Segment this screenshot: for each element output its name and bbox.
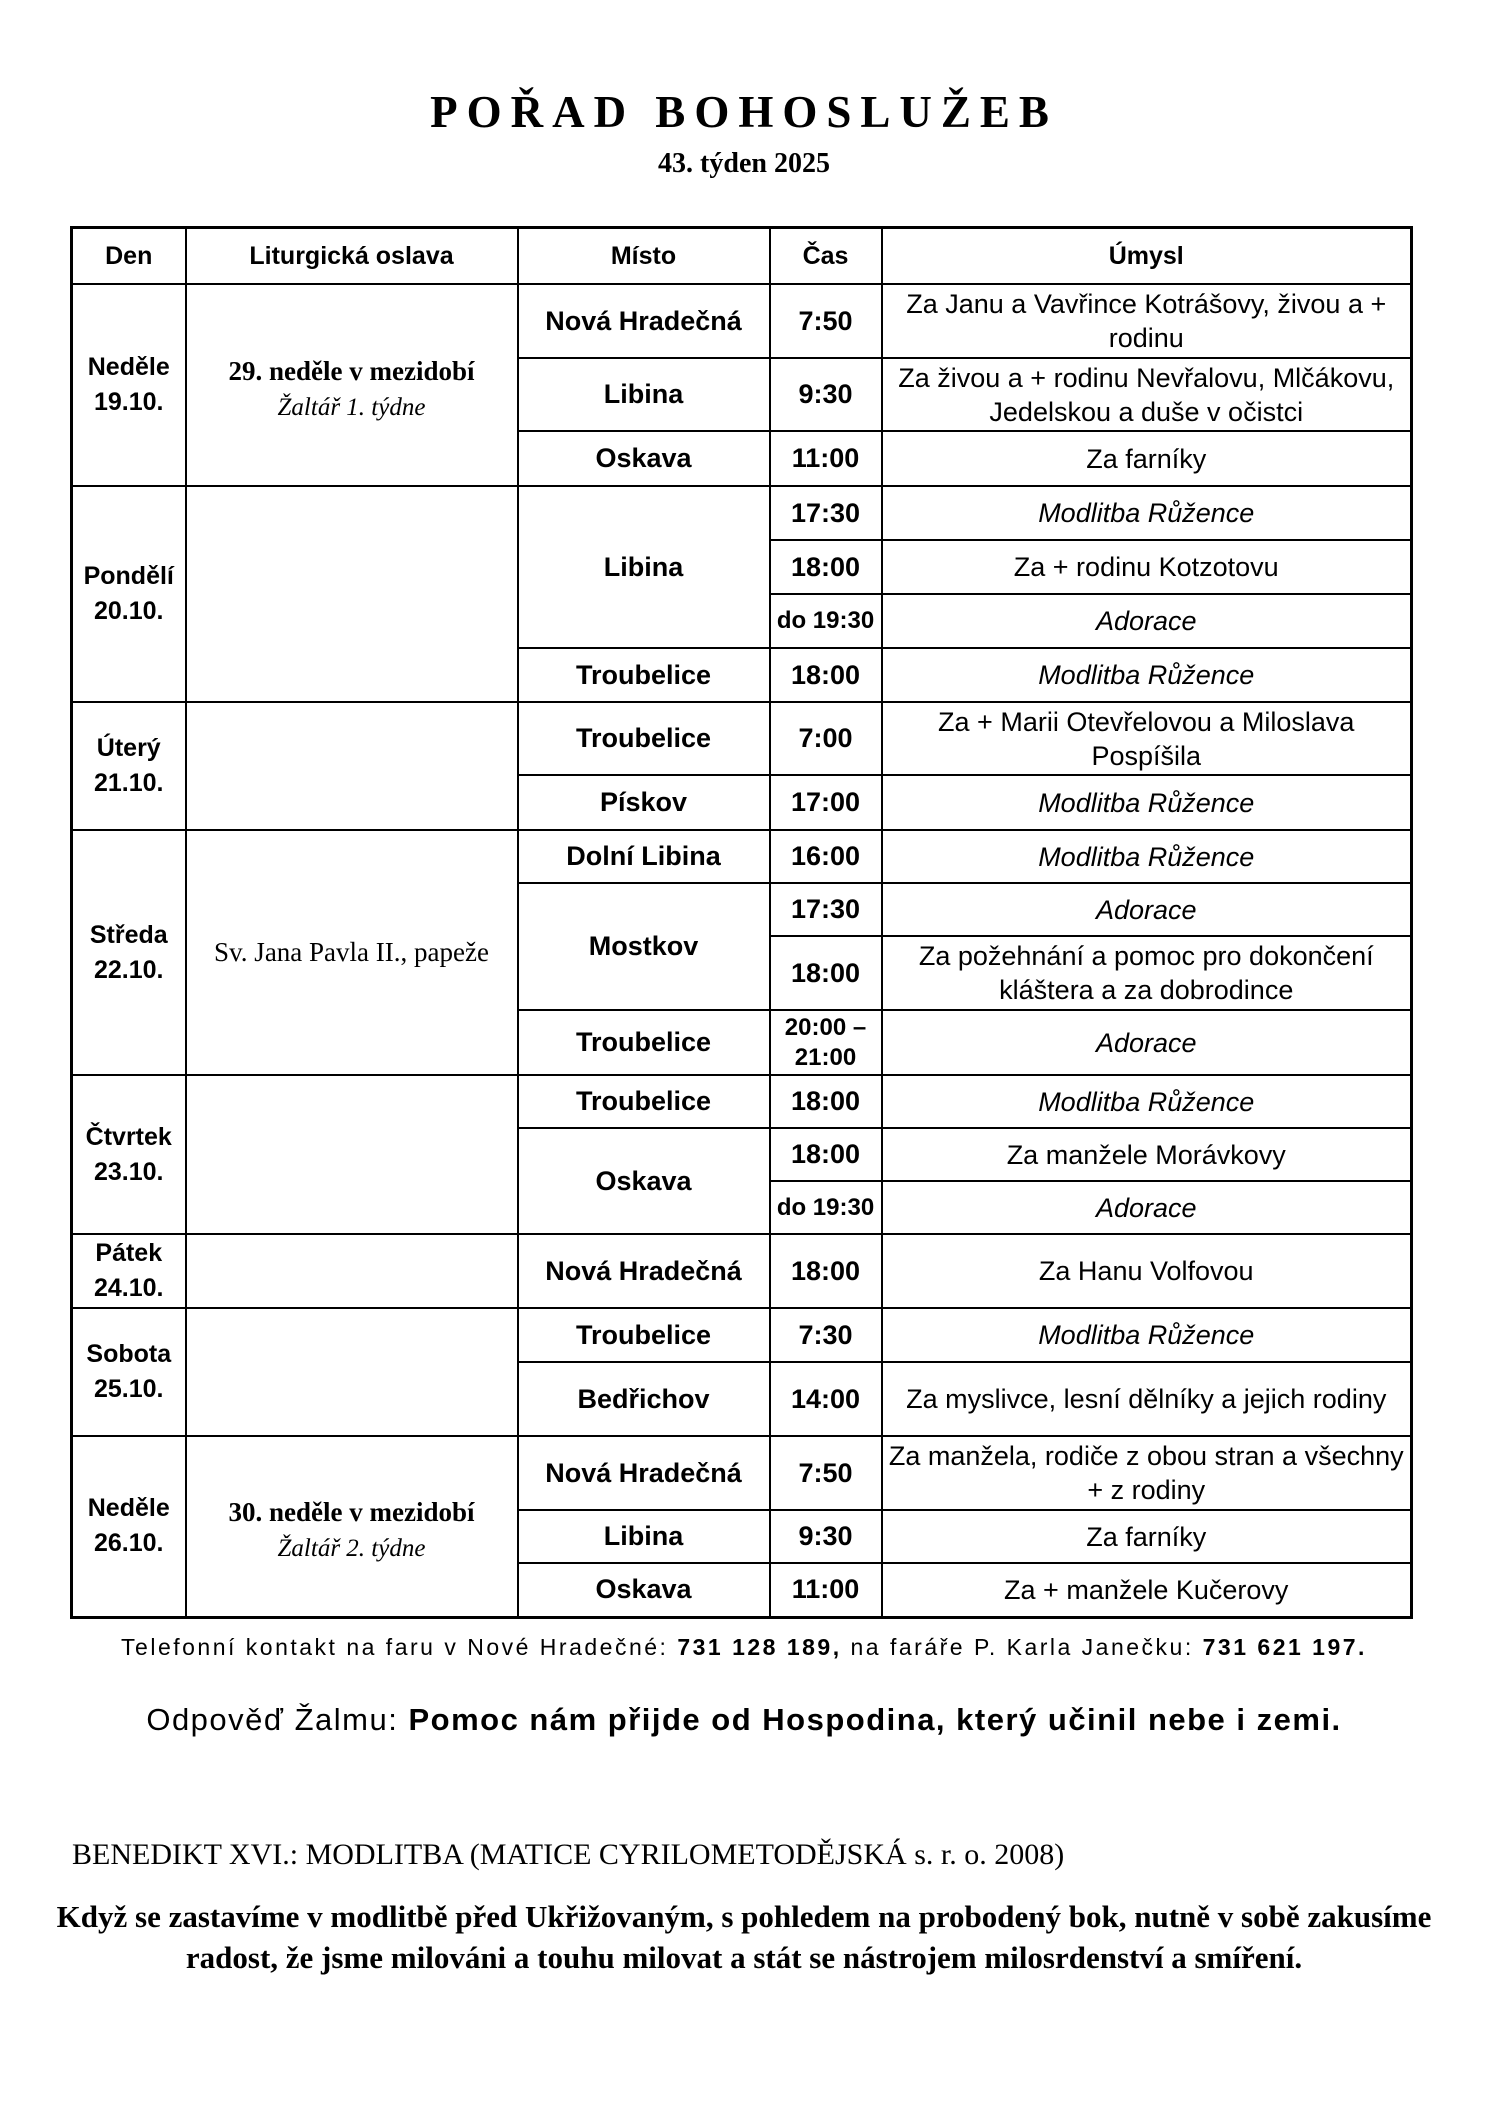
day-cell	[72, 830, 186, 1075]
place-cell: Troubelice	[518, 1308, 770, 1362]
psalm-label: Odpověď Žalmu:	[146, 1702, 399, 1737]
feast-cell	[186, 486, 518, 702]
place-cell: Oskava	[518, 431, 770, 486]
day-date: 22.10.	[93, 955, 164, 984]
feast-cell: Sv. Jana Pavla II., papeže	[186, 830, 518, 1075]
intent-cell: Za myslivce, lesní dělníky a jejich rodiny	[882, 1362, 1412, 1436]
intent-cell: Za živou a + rodinu Nevřalovu, Mlčákovu, Jedelskou a duše v očistci	[882, 358, 1412, 431]
psalm-response	[100, 1700, 1388, 1740]
quote-text: Když se zastavíme v modlitbě před Ukřižovaným, s pohledem na probodený bok, nutně v sobě zakusíme radost, že jsme milováni a touhu milovat a stát se nástrojem milosrdenství a smíření.	[56, 1899, 1432, 1975]
day-cell	[72, 1308, 186, 1436]
day-name: Pátek	[95, 1239, 163, 1267]
place-cell: Troubelice	[518, 1075, 770, 1128]
table-row	[72, 1436, 1412, 1510]
time-cell: do 19:30	[770, 594, 882, 648]
day-name: Neděle	[87, 1494, 170, 1523]
place-cell: Nová Hradečná	[518, 284, 770, 358]
page-title: POŘAD BOHOSLUŽEB	[430, 87, 1058, 137]
day-date: 19.10.	[93, 388, 164, 416]
day-name: Sobota	[86, 1340, 172, 1368]
table-header-row	[72, 228, 1412, 285]
intent-cell: Modlitba Růžence	[882, 830, 1412, 883]
day-date: 26.10.	[93, 1529, 164, 1558]
contact-middle: na faráře P. Karla Janečku:	[850, 1634, 1194, 1660]
place-cell: Troubelice	[518, 702, 770, 775]
intent-cell: Modlitba Růžence	[882, 1308, 1412, 1362]
day-name: Středa	[89, 920, 168, 949]
table-row	[72, 702, 1412, 775]
place-cell: Troubelice	[518, 648, 770, 702]
intent-cell: Za Hanu Volfovou	[882, 1234, 1412, 1308]
feast-name: 29. neděle v mezidobí	[228, 356, 475, 386]
place-cell: Oskava	[518, 1128, 770, 1234]
time-cell: 7:30	[770, 1308, 882, 1362]
page-subtitle: 43. týden 2025	[658, 148, 830, 179]
intent-cell: Adorace	[882, 883, 1412, 936]
time-cell: 14:00	[770, 1362, 882, 1436]
header-misto: Místo	[518, 228, 770, 285]
day-date: 24.10.	[93, 1274, 164, 1302]
intent-cell: Modlitba Růžence	[882, 486, 1412, 540]
day-date: 23.10.	[93, 1157, 164, 1186]
intent-cell: Za požehnání a pomoc pro dokončení kláštera a za dobrodince	[882, 936, 1412, 1010]
feast-cell	[186, 1234, 518, 1308]
psalm-text: Pomoc nám přijde od Hospodina, který učinil nebe i zemi.	[408, 1702, 1342, 1737]
time-cell: 18:00	[770, 1234, 882, 1308]
feast-cell	[186, 1075, 518, 1234]
day-cell	[72, 486, 186, 702]
day-name: Pondělí	[83, 562, 174, 590]
header-oslava: Liturgická oslava	[186, 228, 518, 285]
time-cell: 9:30	[770, 358, 882, 431]
place-cell: Libina	[518, 1510, 770, 1563]
table-row	[72, 1308, 1412, 1362]
intent-cell: Za manžela, rodiče z obou stran a všechny + z rodiny	[882, 1436, 1412, 1510]
table-row	[72, 1075, 1412, 1128]
intent-cell: Adorace	[882, 1010, 1412, 1075]
intent-cell: Modlitba Růžence	[882, 775, 1412, 830]
time-cell: 17:30	[770, 883, 882, 936]
time-cell: 18:00	[770, 648, 882, 702]
feast-psalter: Žaltář 2. týdne	[277, 1535, 426, 1563]
table-row	[72, 486, 1412, 540]
intent-cell: Za manžele Morávkovy	[882, 1128, 1412, 1181]
day-name: Úterý	[96, 734, 161, 762]
contact-phone-priest: 731 621 197.	[1202, 1634, 1367, 1660]
feast-cell	[186, 1308, 518, 1436]
day-cell	[72, 1075, 186, 1234]
intent-cell: Za farníky	[882, 1510, 1412, 1563]
day-name: Neděle	[87, 353, 170, 381]
time-cell: 11:00	[770, 1563, 882, 1617]
table-row	[72, 830, 1412, 883]
time-cell: 16:00	[770, 830, 882, 883]
header-umysl: Úmysl	[882, 228, 1412, 285]
contact-phone-parish: 731 128 189,	[677, 1634, 842, 1660]
time-cell: 18:00	[770, 1128, 882, 1181]
place-cell: Bedřichov	[518, 1362, 770, 1436]
time-cell: 7:00	[770, 702, 882, 775]
day-name: Čtvrtek	[85, 1122, 172, 1151]
intent-cell: Modlitba Růžence	[882, 1075, 1412, 1128]
day-cell	[72, 1436, 186, 1617]
place-cell: Dolní Libina	[518, 830, 770, 883]
time-cell: 7:50	[770, 284, 882, 358]
day-cell	[72, 284, 186, 486]
place-cell: Pískov	[518, 775, 770, 830]
time-cell: do 19:30	[770, 1181, 882, 1234]
day-date: 25.10.	[93, 1375, 164, 1403]
time-cell: 7:50	[770, 1436, 882, 1510]
time-cell: 18:00	[770, 936, 882, 1010]
place-cell: Libina	[518, 358, 770, 431]
feast-cell	[186, 702, 518, 830]
place-cell: Oskava	[518, 1563, 770, 1617]
day-cell	[72, 1234, 186, 1308]
quote-source: BENEDIKT XVI.: MODLITBA (MATICE CYRILOMETODĚJSKÁ s. r. o. 2008)	[72, 1838, 1065, 1871]
place-cell: Troubelice	[518, 1010, 770, 1075]
table-row	[72, 1234, 1412, 1308]
day-date: 20.10.	[93, 597, 164, 625]
feast-psalter: Žaltář 1. týdne	[277, 394, 426, 421]
time-cell: 11:00	[770, 431, 882, 486]
time-cell: 17:30	[770, 486, 882, 540]
table-row	[72, 284, 1412, 358]
feast-name: 30. neděle v mezidobí	[228, 1497, 475, 1528]
time-cell: 18:00	[770, 540, 882, 594]
place-cell: Libina	[518, 486, 770, 648]
header-den: Den	[72, 228, 186, 285]
contact-prefix: Telefonní kontakt na faru v Nové Hradečné:	[121, 1634, 669, 1660]
time-cell: 18:00	[770, 1075, 882, 1128]
intent-cell: Adorace	[882, 594, 1412, 648]
schedule-table	[70, 226, 1413, 1619]
contact-line	[0, 1634, 1488, 1661]
intent-cell: Adorace	[882, 1181, 1412, 1234]
feast-cell	[186, 1436, 518, 1617]
intent-cell: Za + manžele Kučerovy	[882, 1563, 1412, 1617]
intent-cell: Za farníky	[882, 431, 1412, 486]
place-cell: Nová Hradečná	[518, 1234, 770, 1308]
header-cas: Čas	[770, 228, 882, 285]
intent-cell: Modlitba Růžence	[882, 648, 1412, 702]
feast-cell	[186, 284, 518, 486]
time-cell: 9:30	[770, 1510, 882, 1563]
time-cell: 17:00	[770, 775, 882, 830]
day-date: 21.10.	[93, 769, 164, 797]
time-cell: 20:00 – 21:00	[770, 1010, 882, 1075]
intent-cell: Za Janu a Vavřince Kotrášovy, živou a + rodinu	[882, 284, 1412, 358]
day-cell	[72, 702, 186, 830]
place-cell: Mostkov	[518, 883, 770, 1010]
intent-cell: Za + Marii Otevřelovou a Miloslava Pospíšila	[882, 702, 1412, 775]
place-cell: Nová Hradečná	[518, 1436, 770, 1510]
intent-cell: Za + rodinu Kotzotovu	[882, 540, 1412, 594]
